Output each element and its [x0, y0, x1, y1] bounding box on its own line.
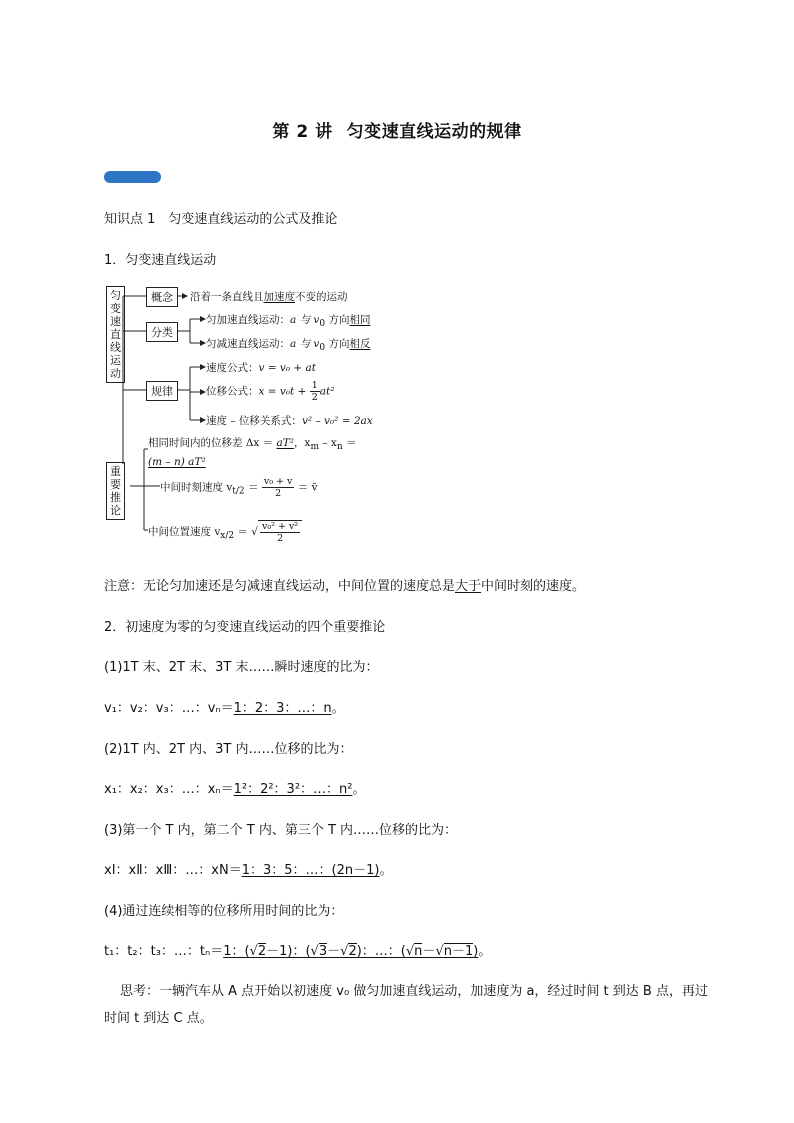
rhs-part-i: － — [422, 944, 436, 959]
inference1-b: ，x — [294, 437, 311, 449]
inference-1-end: 。 — [331, 701, 345, 716]
important-label — [106, 462, 125, 520]
lecture-title: 匀变速直线运动的规律 — [346, 122, 522, 142]
inference-4-heading: (4)通过连续相等的位移所用时间的比为： — [104, 904, 344, 919]
concept-box: 概念 — [146, 287, 178, 307]
displacement-formula-a: x = v₀t + — [258, 385, 310, 398]
inference-2-lhs: x₁：x₂：x₃：…：xₙ＝ — [104, 782, 234, 797]
inference-2-end: 。 — [352, 782, 366, 797]
inference-4-end: 。 — [478, 944, 492, 959]
law-box: 规律 — [146, 381, 178, 401]
inference-3-heading: (3)第一个 T 内，第二个 T 内、第三个 T 内……位移的比为： — [104, 823, 458, 838]
inference-1-formula — [104, 697, 345, 716]
concept-definition — [190, 289, 348, 304]
displacement-formula — [206, 380, 334, 403]
decel-text-mid2: 方向 — [325, 338, 350, 350]
page-title — [0, 117, 794, 142]
displacement-formula-b: at² — [319, 385, 335, 398]
rhs-part-b: 2 — [257, 944, 267, 959]
inference-3-end: 。 — [379, 863, 393, 878]
section-heading: 知识点 1 匀变速直线运动的公式及推论 — [104, 212, 338, 227]
item-heading-2: 2．初速度为零的匀变速直线运动的四个重要推论 — [104, 620, 386, 635]
velocity-formula — [206, 360, 316, 375]
displacement-fraction — [310, 380, 320, 403]
velocity-formula-expr: v = v₀ + at — [258, 362, 316, 374]
mid-time-label: 中间时刻速度 v — [160, 481, 233, 494]
accel-text-mid: a 与 v — [290, 314, 320, 326]
inference-3-formula — [104, 859, 392, 878]
section-badge — [104, 171, 161, 183]
root-label-text: 匀变速直线运动 — [110, 289, 121, 380]
mid-time-numerator: v₀ + v — [263, 476, 293, 487]
inference-4-formula — [104, 940, 491, 959]
accel-text-underlined: 相同 — [349, 314, 371, 326]
inference1-a: 相同时间内的位移差 Δx ＝ — [148, 437, 277, 449]
concept-text-underlined: 加速度 — [263, 291, 295, 303]
mid-time-denominator: 2 — [275, 488, 282, 499]
accel-text-mid2: 方向 — [325, 314, 350, 326]
inference-3-rhs: 1：3：5：…：(2n－1) — [241, 863, 380, 878]
mid-pos-fraction — [260, 521, 300, 544]
rhs-part-d: 3 — [318, 944, 328, 959]
inference-2-formula — [104, 778, 366, 797]
inference1-underlined-1: aT² — [276, 437, 295, 449]
note-text-underlined: 大于 — [455, 579, 482, 594]
note-text-post: 中间时刻的速度。 — [481, 579, 586, 594]
root-label — [106, 286, 125, 383]
fraction-denominator: 2 — [311, 392, 318, 403]
decel-text-mid: a 与 v — [290, 338, 320, 350]
rhs-part-a: 1：( — [223, 944, 250, 959]
mid-pos-label: 中间位置速度 v — [148, 526, 221, 538]
inference-displacement-difference-rhs — [148, 456, 206, 468]
accel-text-pre: 匀加速直线运动： — [206, 314, 290, 326]
inference1-underlined-2: (m – n) aT² — [148, 456, 206, 468]
mid-time-velocity: 中间时刻速度 $v_{t/2}$ ＝ $\frac{\text{v₀ + v}}{2}$ ＝ v̄ — [160, 476, 318, 499]
inference-4-lhs: t₁：t₂：t₃：…：tₙ＝ — [104, 944, 224, 959]
vx-relation-expr: v² – v₀² = 2ax — [301, 415, 373, 427]
fraction-numerator: 1 — [311, 380, 318, 391]
rhs-part-k: ) — [473, 944, 479, 959]
note-text-pre: 注意：无论匀加速还是匀减速直线运动，中间位置的速度总是 — [104, 579, 456, 594]
inference-4-rhs: 1：(√2－1)：(√3－√2)：…：(√n－√n－1) — [223, 944, 479, 959]
concept-diagram — [104, 286, 404, 550]
rhs-part-h: n — [414, 944, 423, 959]
inference-2-heading: (2)1T 内、2T 内、3T 内……位移的比为： — [104, 742, 353, 757]
inference-3-lhs: xⅠ：xⅡ：xⅢ：…：xN＝ — [104, 863, 242, 878]
displacement-formula-label: 位移公式： — [206, 385, 259, 398]
concept-text-pre: 沿着一条直线且 — [190, 291, 264, 303]
think-paragraph-line-2: 时间 t 到达 C 点。 — [104, 1011, 213, 1026]
mid-pos-numerator: v₀² + v² — [262, 521, 299, 532]
note-paragraph — [104, 575, 585, 594]
item-heading-1: 1．匀变速直线运动 — [104, 253, 217, 268]
rhs-part-j: n－1 — [443, 944, 474, 959]
concept-text-post: 不变的运动 — [295, 291, 348, 303]
think-paragraph-line-1: 思考：一辆汽车从 A 点开始以初速度 v₀ 做匀加速直线运动，加速度为 a，经过时间 t 到达 B 点，再过 — [120, 984, 708, 999]
mid-pos-sqrt — [258, 520, 302, 544]
uniform-accel-text: 匀加速直线运动：a 与 $v_0$ 方向相同 — [206, 314, 371, 330]
mid-pos-denominator: 2 — [277, 533, 284, 544]
decel-text-underlined: 相反 — [349, 338, 371, 350]
rhs-part-c: －1)：( — [266, 944, 311, 959]
uniform-decel-text: 匀减速直线运动：a 与 $v_0$ 方向相反 — [206, 338, 371, 354]
mid-position-velocity: 中间位置速度 $v_{x/2}$ ＝ √ $\frac{\text{v₀² + v²}}{2}$ — [148, 520, 302, 544]
inference-displacement-difference: 相同时间内的位移差 Δx ＝ aT²，$x_m - x_n$ ＝ — [148, 437, 357, 453]
velocity-displacement-relation — [206, 413, 373, 428]
lecture-number: 第 2 讲 — [272, 122, 333, 142]
rhs-part-g: )：…：( — [356, 944, 406, 959]
mid-time-fraction — [262, 476, 295, 499]
rhs-part-f: 2 — [348, 944, 357, 959]
mid-time-tail: ＝ v̄ — [297, 481, 318, 494]
inference-1-rhs: 1：2：3：…：n — [233, 701, 332, 716]
rhs-part-e: － — [327, 944, 341, 959]
important-label-text: 重要推论 — [110, 465, 121, 517]
vx-relation-label: 速度 – 位移关系式： — [206, 415, 302, 427]
inference-1-heading: (1)1T 末、2T 末、3T 末……瞬时速度的比为： — [104, 660, 379, 675]
inference1-d: ＝ — [342, 437, 357, 449]
classify-box: 分类 — [146, 322, 178, 342]
inference1-c: – x — [318, 437, 337, 449]
inference-1-lhs: v₁：v₂：v₃：…：vₙ＝ — [104, 701, 234, 716]
decel-text-pre: 匀减速直线运动： — [206, 338, 290, 350]
velocity-formula-label: 速度公式： — [206, 362, 259, 374]
inference-2-rhs: 1²：2²：3²：…：n² — [233, 782, 353, 797]
